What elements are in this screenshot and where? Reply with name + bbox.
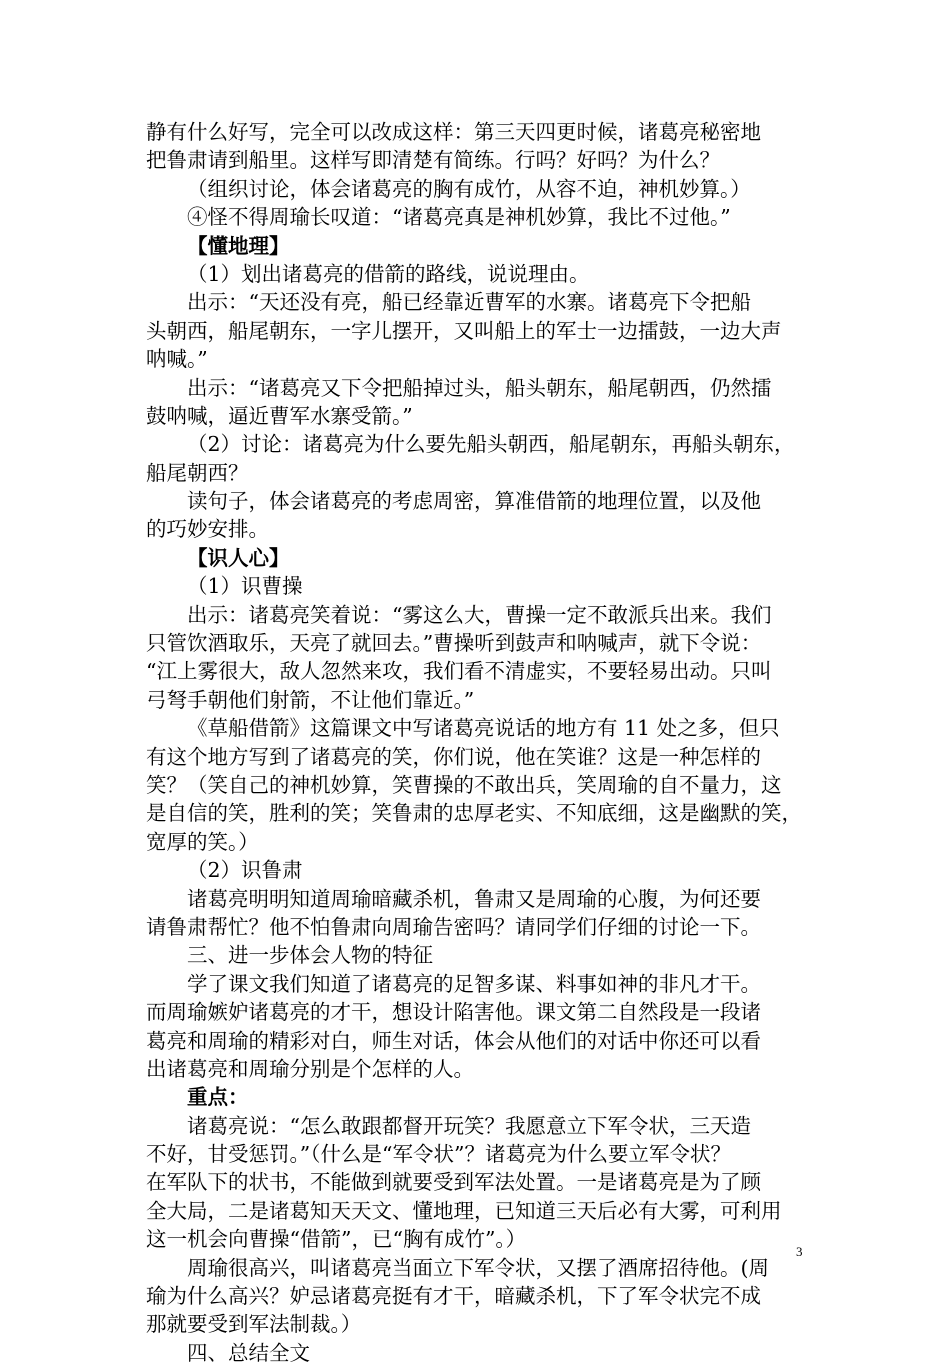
- text-line: （1）识曹操: [187, 574, 303, 599]
- text-line: 宽厚的笑。）: [146, 829, 259, 854]
- text-line: 有这个地方写到了诸葛亮的笑，你们说，他在笑谁？这是一种怎样的: [146, 744, 761, 769]
- text-line: （组织讨论，体会诸葛亮的胸有成竹，从容不迫，神机妙算。）: [187, 176, 751, 201]
- text-line: 船尾朝西？: [146, 460, 249, 485]
- text-line: 这一机会向曹操“借箭”，已“胸有成竹”。）: [146, 1227, 527, 1252]
- text-line: 出示：“诸葛亮又下令把船掉过头，船头朝东，船尾朝西，仍然擂: [187, 375, 772, 400]
- text-line: 而周瑜嫉妒诸葛亮的才干，想设计陷害他。课文第二自然段是一段诸: [146, 1000, 761, 1025]
- section-heading-people: 【识人心】: [187, 545, 290, 570]
- text-line: 《草船借箭》这篇课文中写诸葛亮说话的地方有 11 处之多，但只: [187, 716, 780, 741]
- text-line: 的巧妙安排。: [146, 517, 269, 542]
- section-heading-geography: 【懂地理】: [187, 233, 290, 258]
- text-line: 出示：诸葛亮笑着说：“雾这么大，曹操一定不敢派兵出来。我们: [187, 602, 772, 627]
- section-heading-key-point: 重点：: [187, 1085, 249, 1110]
- text-line: 全大局，二是诸葛知天天文、懂地理，已知道三天后必有大雾，可利用: [146, 1198, 782, 1223]
- text-line: 鼓呐喊，逼近曹军水寨受箭。”: [146, 403, 413, 428]
- text-line: 笑？（笑自己的神机妙算，笑曹操的不敢出兵，笑周瑜的自不量力，这: [146, 772, 782, 797]
- text-line: 请鲁肃帮忙？他不怕鲁肃向周瑜告密吗？请同学们仔细的讨论一下。: [146, 914, 761, 939]
- text-line: 学了课文我们知道了诸葛亮的足智多谋、料事如神的非凡才干。: [187, 971, 761, 996]
- text-line: （1）划出诸葛亮的借箭的路线，说说理由。: [187, 261, 590, 286]
- section-heading-three: 三、进一步体会人物的特征: [187, 943, 433, 968]
- text-line: 出诸葛亮和周瑜分别是个怎样的人。: [146, 1056, 474, 1081]
- text-line: “江上雾很大，敌人忽然来攻，我们看不清虚实，不要轻易出动。只叫: [146, 659, 772, 684]
- text-line: 瑜为什么高兴？妒忌诸葛亮挺有才干，暗藏杀机，下了军令状完不成: [146, 1284, 761, 1309]
- text-line: ④怪不得周瑜长叹道：“诸葛亮真是神机妙算，我比不过他。”: [187, 205, 731, 230]
- text-line: 呐喊。”: [146, 347, 208, 372]
- text-line: 头朝西，船尾朝东，一字儿摆开，又叫船上的军士一边擂鼓，一边大声: [146, 318, 782, 343]
- text-line: （2）讨论：诸葛亮为什么要先船头朝西，船尾朝东，再船头朝东，: [187, 432, 795, 457]
- text-line: 诸葛亮说：“怎么敢跟都督开玩笑？我愿意立下军令状，三天造: [187, 1113, 751, 1138]
- text-line: 是自信的笑，胜利的笑；笑鲁肃的忠厚老实、不知底细，这是幽默的笑，: [146, 801, 802, 826]
- text-line: 把鲁肃请到船里。这样写即清楚有简练。行吗？好吗？为什么？: [146, 148, 720, 173]
- text-line: 在军队下的状书，不能做到就要受到军法处置。一是诸葛亮是为了顾: [146, 1170, 761, 1195]
- text-line: 只管饮酒取乐，天亮了就回去。”曹操听到鼓声和呐喊声，就下令说：: [146, 631, 762, 656]
- text-line: 葛亮和周瑜的精彩对白，师生对话，体会从他们的对话中你还可以看: [146, 1028, 761, 1053]
- text-line: 出示：“天还没有亮，船已经靠近曹军的水寨。诸葛亮下令把船: [187, 290, 751, 315]
- text-line: （2）识鲁肃: [187, 858, 303, 883]
- body-text: [146, 118, 826, 1367]
- text-line: 读句子，体会诸葛亮的考虑周密，算准借箭的地理位置，以及他: [187, 489, 761, 514]
- text-line: 静有什么好写，完全可以改成这样：第三天四更时候，诸葛亮秘密地: [146, 120, 761, 144]
- text-line: 弓弩手朝他们射箭，不让他们靠近。”: [146, 687, 475, 712]
- page-number: 3: [796, 1244, 803, 1259]
- text-line: 诸葛亮明明知道周瑜暗藏杀机，鲁肃又是周瑜的心腹，为何还要: [187, 886, 761, 911]
- text-line: 周瑜很高兴，叫诸葛亮当面立下军令状，又摆了酒席招待他。(周: [187, 1255, 769, 1280]
- text-line: 那就要受到军法制裁。）: [146, 1312, 362, 1337]
- section-heading-four: 四、总结全文: [187, 1340, 310, 1365]
- text-line: 不好，甘受惩罚。”（什么是“军令状”？诸葛亮为什么要立军令状？: [146, 1142, 731, 1167]
